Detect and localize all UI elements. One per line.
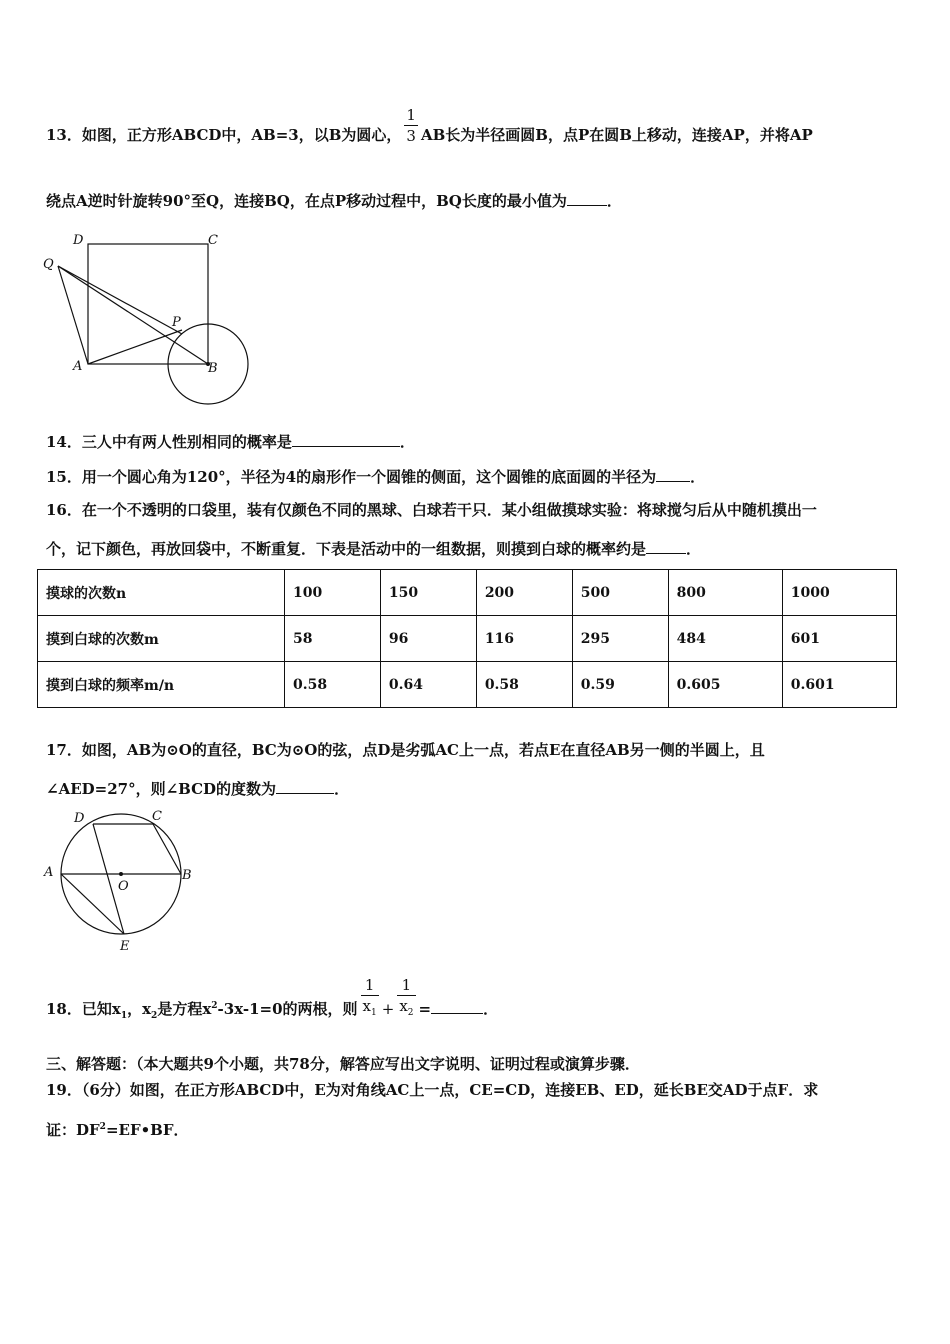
q18-frac2-den-var: x xyxy=(399,997,408,1015)
q18-frac1-den xyxy=(361,995,379,1023)
table-cell: 0.64 xyxy=(380,662,476,708)
chord-bc xyxy=(153,824,181,874)
q15-text: 15．用一个圆心角为120°，半径为4的扇形作一个圆锥的侧面，这个圆锥的底面圆的半径为 xyxy=(46,468,657,486)
table-cell: 0.605 xyxy=(668,662,782,708)
q16-text-line2: 个，记下颜色，再放回袋中，不断重复．下表是活动中的一组数据，则摸到白球的概率约是 xyxy=(46,540,647,558)
q18-fraction-2 xyxy=(397,975,415,1023)
table-row xyxy=(38,662,897,708)
q18-frac1-num: 1 xyxy=(364,976,375,994)
q18-part3: 是方程x xyxy=(157,1000,212,1018)
q18-sub1: 1 xyxy=(120,1011,128,1021)
point-o xyxy=(119,872,123,876)
q18-frac1-den-sub: 1 xyxy=(371,1008,377,1018)
table-cell: 484 xyxy=(668,616,782,662)
label-d: D xyxy=(73,233,84,248)
q16-data-table xyxy=(37,569,897,708)
q13-figure xyxy=(40,228,255,410)
q18-line xyxy=(46,976,499,1026)
q18-fraction-1 xyxy=(361,975,379,1023)
table-row xyxy=(38,570,897,616)
table-cell: 0.58 xyxy=(285,662,381,708)
q17-figure xyxy=(40,806,200,956)
label-a: A xyxy=(73,359,83,374)
table-cell: 摸到白球的次数m xyxy=(38,616,285,662)
segment-qp xyxy=(58,266,182,334)
q15-answer-blank[interactable] xyxy=(656,466,690,482)
table-cell: 0.601 xyxy=(782,662,896,708)
table-cell: 0.59 xyxy=(572,662,668,708)
q16-end: ． xyxy=(686,540,702,558)
q16-line2 xyxy=(46,538,701,559)
q13-frac-den: 3 xyxy=(406,126,416,145)
q14-end: ． xyxy=(399,433,415,451)
label-b: B xyxy=(182,868,192,883)
q18-end: ． xyxy=(483,1000,499,1018)
label-q: Q xyxy=(43,257,54,272)
q18-frac2-den-sub: 2 xyxy=(407,1008,414,1018)
q19-text-line2a: 证：DF xyxy=(46,1121,100,1139)
table-cell: 0.58 xyxy=(476,662,572,708)
q17-line2 xyxy=(46,778,349,799)
q17-end: ． xyxy=(334,780,350,798)
q18-eq: = xyxy=(418,1000,432,1018)
q19-sup: 2 xyxy=(99,1122,106,1132)
q16-text-line1: 16．在一个不透明的口袋里，装有仅颜色不同的黑球、白球若干只．某小组做摸球实验：将球搅匀后从中随机摸出一 xyxy=(46,501,817,519)
q17-text-line2: ∠AED=27°，则∠BCD的度数为 xyxy=(46,780,277,798)
q18-part1: 18．已知x xyxy=(46,1000,121,1018)
section3-title xyxy=(46,1054,640,1074)
label-a: A xyxy=(44,865,54,880)
section3-title-text: 三、解答题：（本大题共9个小题，共78分，解答应写出文字说明、证明过程或演算步骤． xyxy=(46,1055,640,1073)
q13-text-part1: 13．如图，正方形ABCD中，AB=3，以B为圆心， xyxy=(46,126,402,144)
segment-qa xyxy=(58,266,88,364)
q18-sub2: 2 xyxy=(151,1011,158,1021)
q13-answer-blank[interactable] xyxy=(567,190,607,206)
label-e: E xyxy=(120,939,130,954)
q15-end: ． xyxy=(690,468,706,486)
q15-line xyxy=(46,466,705,487)
q18-plus: + xyxy=(381,1000,395,1018)
table-row xyxy=(38,616,897,662)
q13-frac-num: 1 xyxy=(406,105,416,124)
q13-text-part2: AB长为半径画圆B，点P在圆B上移动，连接AP，并将AP xyxy=(420,126,813,144)
q17-answer-blank[interactable] xyxy=(276,778,334,794)
table-cell: 96 xyxy=(380,616,476,662)
q19-line1 xyxy=(46,1080,818,1100)
q18-answer-blank[interactable] xyxy=(431,998,483,1014)
table-cell: 1000 xyxy=(782,570,896,616)
q14-text: 14．三人中有两人性别相同的概率是 xyxy=(46,433,292,451)
square-abcd xyxy=(88,244,208,364)
q19-line2 xyxy=(46,1117,189,1140)
table-cell: 800 xyxy=(668,570,782,616)
table-cell: 58 xyxy=(285,616,381,662)
q18-frac2-den xyxy=(397,995,415,1023)
table-cell: 100 xyxy=(285,570,381,616)
q14-answer-blank[interactable] xyxy=(292,431,400,447)
q16-answer-blank[interactable] xyxy=(646,538,686,554)
label-c: C xyxy=(152,809,162,824)
q18-part4: -3x-1=0的两根，则 xyxy=(217,1000,358,1018)
q17-line1 xyxy=(46,740,765,760)
table-cell: 200 xyxy=(476,570,572,616)
q18-frac1-den-var: x xyxy=(362,997,372,1015)
table-cell: 150 xyxy=(380,570,476,616)
label-p: P xyxy=(172,315,181,330)
label-o: O xyxy=(118,879,129,894)
q13-line2 xyxy=(46,190,622,211)
q13-text-line2: 绕点A逆时针旋转90°至Q，连接BQ，在点P移动过程中，BQ长度的最小值为 xyxy=(46,192,567,210)
table-cell: 116 xyxy=(476,616,572,662)
q18-part2: ，x xyxy=(127,1000,152,1018)
table-cell: 摸到白球的频率m/n xyxy=(38,662,285,708)
q18-sup: 2 xyxy=(211,1001,218,1011)
q14-line xyxy=(46,431,415,452)
q16-line1 xyxy=(46,500,817,520)
segment-qb xyxy=(58,266,208,364)
q13-line1 xyxy=(46,105,813,146)
table-cell: 500 xyxy=(572,570,668,616)
q19-text-line2b: =EF•BF． xyxy=(105,1121,189,1139)
label-b: B xyxy=(208,361,218,376)
label-d: D xyxy=(74,811,85,826)
q18-frac2-num: 1 xyxy=(401,976,412,994)
q13-fraction xyxy=(404,105,418,146)
table-cell: 295 xyxy=(572,616,668,662)
table-cell: 摸球的次数n xyxy=(38,570,285,616)
q13-end: ． xyxy=(606,192,622,210)
chord-ae xyxy=(61,874,124,934)
q17-text-line1: 17．如图，AB为⊙O的直径，BC为⊙O的弦，点D是劣弧AC上一点，若点E在直径AB另一侧的半圆上，且 xyxy=(46,741,765,759)
table-cell: 601 xyxy=(782,616,896,662)
label-c: C xyxy=(208,233,218,248)
q19-text-line1: 19．（6分）如图，在正方形ABCD中，E为对角线AC上一点，CE=CD，连接EB、ED，延长BE交AD于点F．求 xyxy=(46,1081,819,1099)
